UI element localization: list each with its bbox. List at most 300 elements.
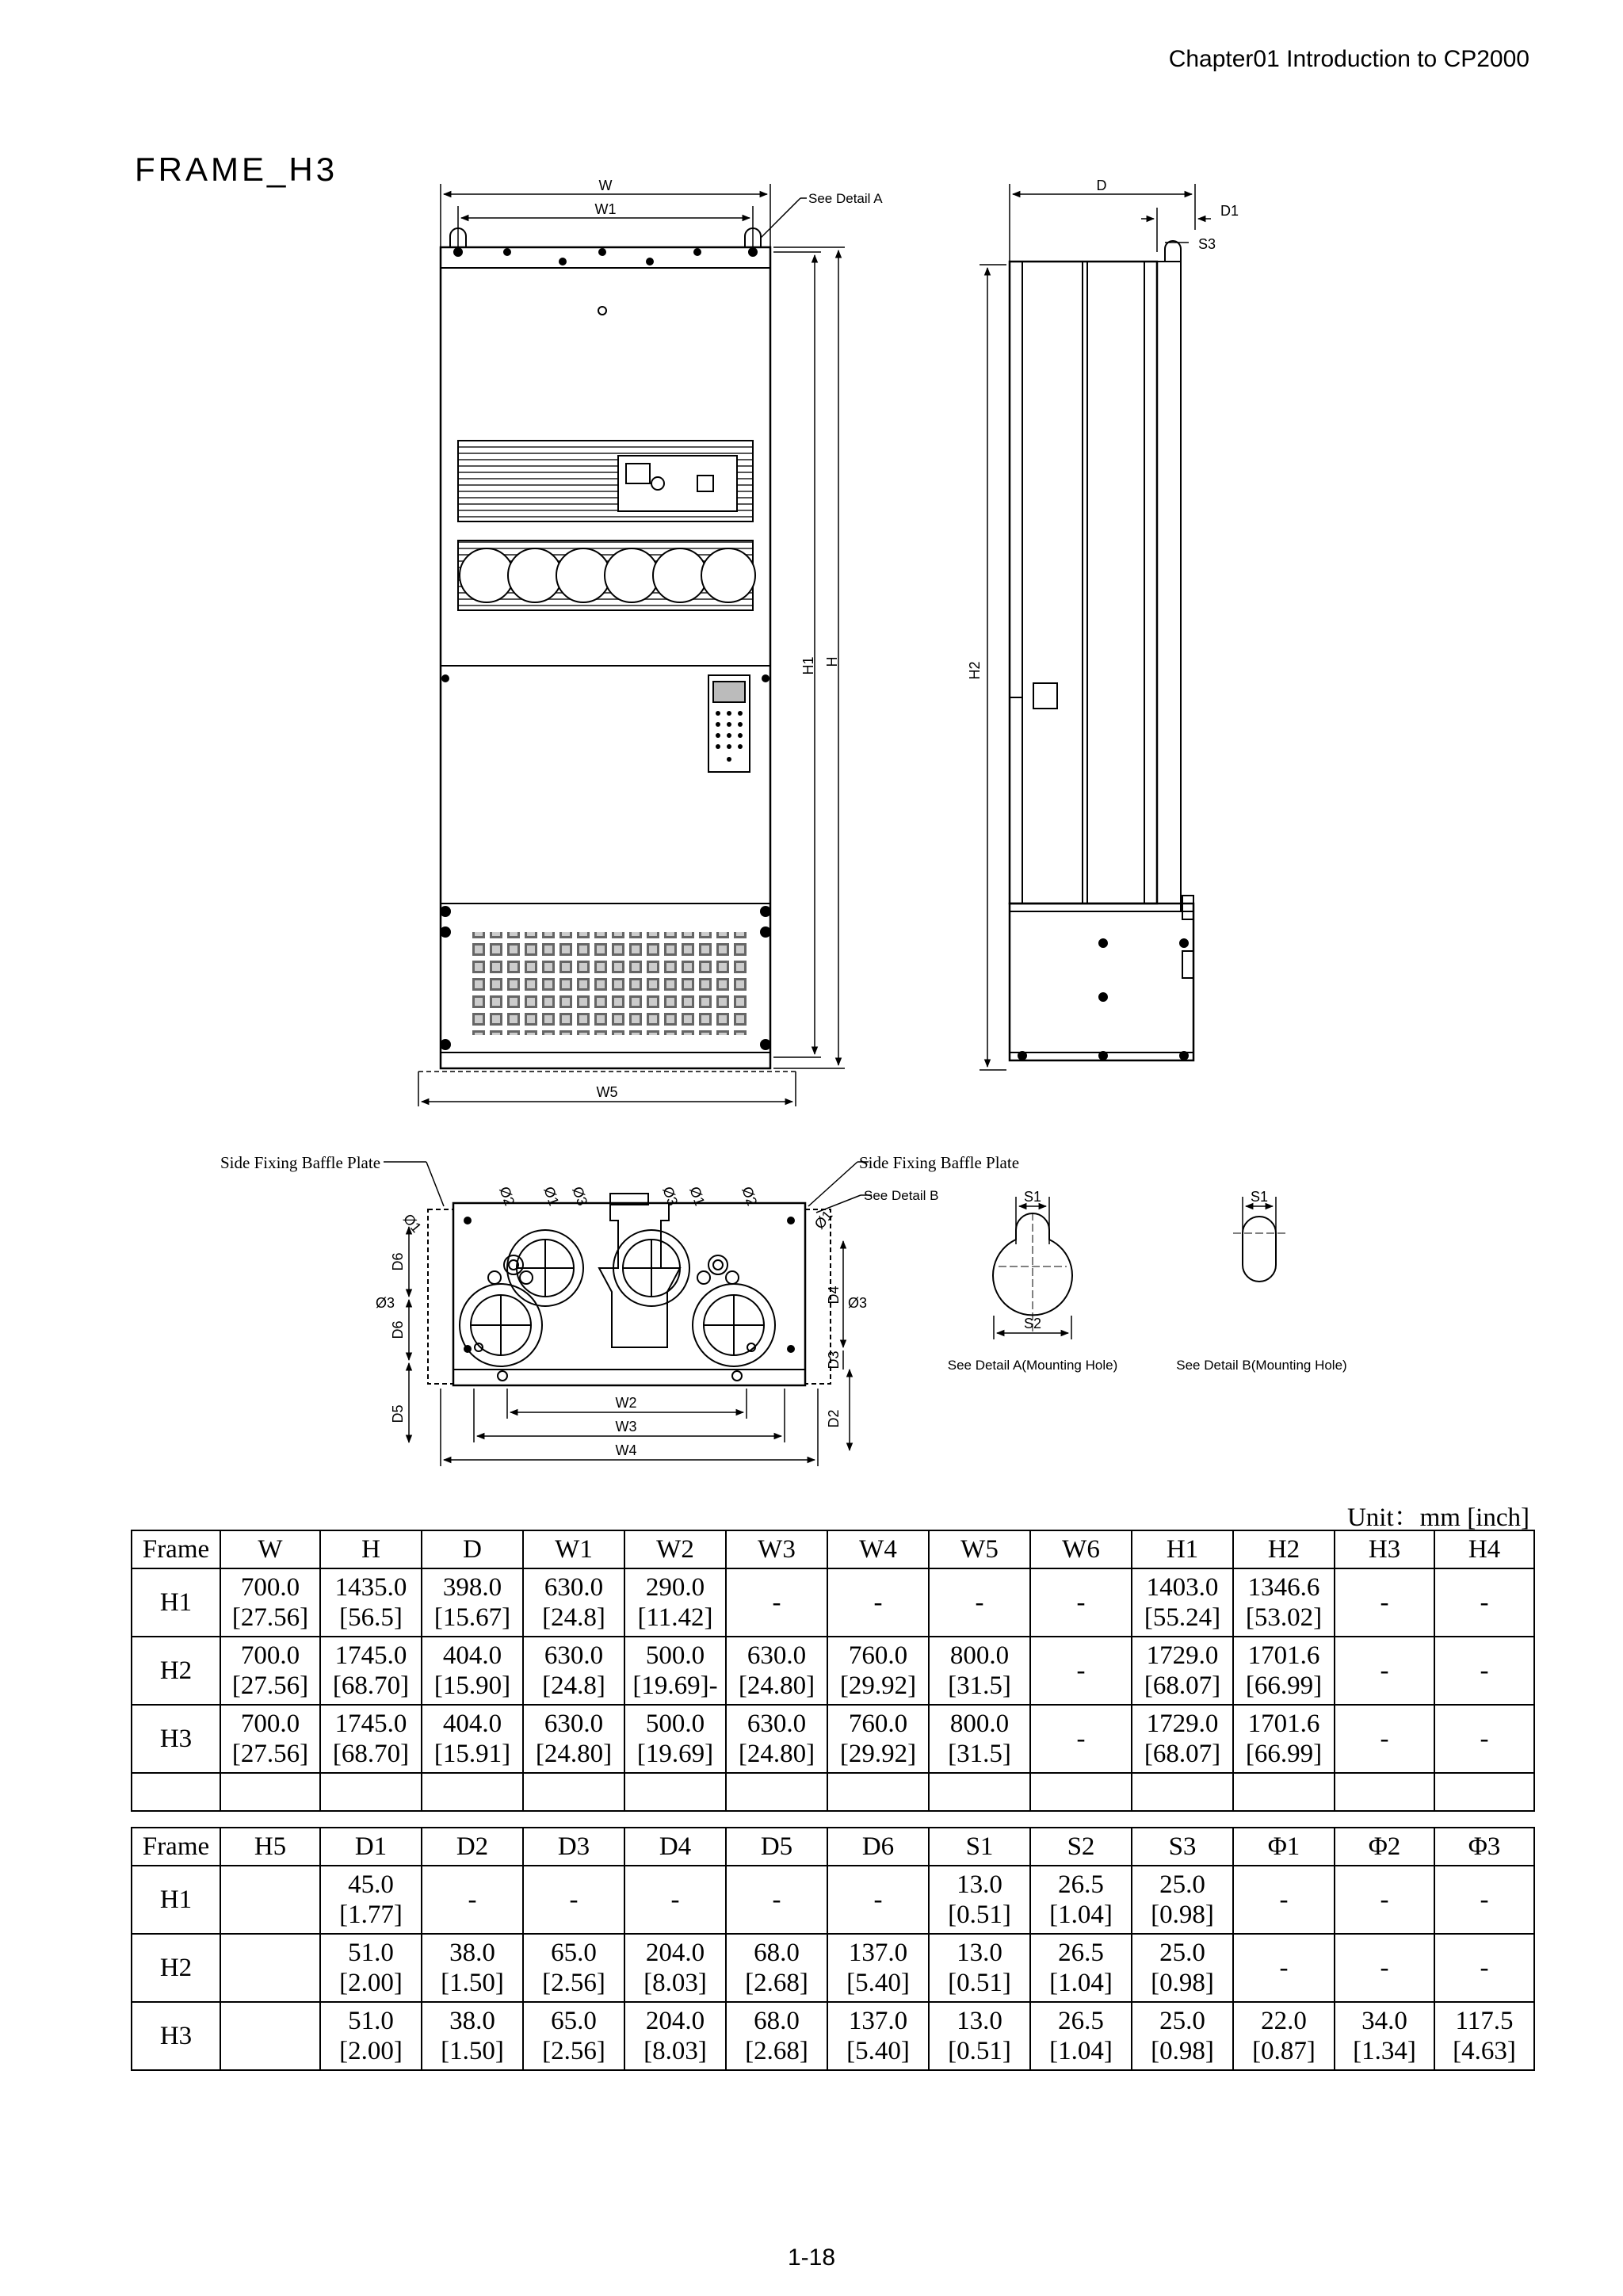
value-mm: 45.0 [348, 1870, 394, 1899]
header-cell: S1 [929, 1828, 1030, 1866]
dim-label-s3: S3 [1198, 236, 1216, 252]
value-inch: [8.03] [643, 2037, 707, 2065]
phi3-label-right: Ø3 [659, 1184, 682, 1208]
empty-cell [132, 1773, 220, 1811]
value-cell [726, 2002, 827, 2070]
value-mm: - [1279, 1885, 1289, 1914]
value-cell [624, 1934, 726, 2002]
value-mm: 1729.0 [1146, 1641, 1219, 1670]
frame-cell: H2 [132, 1934, 220, 2002]
value-inch: [29.92] [839, 1740, 917, 1768]
value-cell [1434, 1934, 1534, 2002]
value-cell [1030, 2002, 1132, 2070]
value-inch: [0.98] [1151, 2037, 1214, 2065]
dim-label-w3: W3 [615, 1419, 637, 1435]
dim-label-d4: D4 [826, 1286, 842, 1305]
value-mm: 34.0 [1361, 2007, 1407, 2035]
value-mm: - [975, 1588, 984, 1617]
header-cell: D4 [624, 1828, 726, 1866]
value-mm: 25.0 [1159, 2007, 1205, 2035]
table-row [132, 1934, 1534, 2002]
value-mm: 38.0 [449, 2007, 495, 2035]
value-cell [1132, 1934, 1233, 2002]
value-cell [1030, 1568, 1132, 1637]
value-mm: 1701.6 [1247, 1710, 1320, 1738]
value-cell [1233, 1705, 1335, 1773]
dim-label-d1: D1 [1220, 203, 1239, 219]
value-cell [1335, 1637, 1434, 1705]
value-mm: 500.0 [645, 1710, 705, 1738]
value-cell [1030, 1705, 1132, 1773]
detail-a-caption: See Detail A(Mounting Hole) [947, 1358, 1118, 1373]
empty-cell [1434, 1773, 1534, 1811]
header-cell: H2 [1233, 1530, 1335, 1568]
value-mm: 204.0 [645, 2007, 705, 2035]
value-inch: [29.92] [839, 1671, 917, 1700]
value-cell [422, 2002, 523, 2070]
value-inch: [1.50] [441, 1969, 504, 1997]
value-inch: [5.40] [846, 2037, 910, 2065]
value-inch: [0.98] [1151, 1901, 1214, 1929]
value-inch: [27.56] [231, 1603, 309, 1632]
value-mm: 25.0 [1159, 1870, 1205, 1899]
value-mm: 26.5 [1058, 1870, 1104, 1899]
detail-b-caption: See Detail B(Mounting Hole) [1176, 1358, 1347, 1373]
dim-label-h1: H1 [800, 656, 816, 675]
value-inch: [55.24] [1144, 1603, 1221, 1632]
value-inch: [31.5] [948, 1671, 1011, 1700]
value-mm: - [772, 1588, 781, 1617]
value-mm: 13.0 [957, 1939, 1002, 1967]
phi3-label-left: Ø3 [569, 1184, 591, 1208]
value-mm: - [1480, 1588, 1489, 1617]
value-mm: - [1076, 1588, 1086, 1617]
dim-label-w5: W5 [596, 1084, 618, 1100]
dim-label-w: W [598, 178, 613, 193]
value-cell [827, 2002, 929, 2070]
phi3-label-edge-left: Ø3 [376, 1295, 395, 1311]
frame-cell: H1 [132, 1568, 220, 1637]
empty-cell [929, 1773, 1030, 1811]
value-cell [220, 1637, 320, 1705]
value-cell [1434, 2002, 1534, 2070]
dim-label-s1-a: S1 [1023, 1189, 1042, 1205]
value-mm: - [468, 1885, 477, 1914]
value-inch: [0.51] [948, 1901, 1011, 1929]
value-mm: 65.0 [551, 2007, 597, 2035]
value-cell [320, 1866, 422, 1934]
empty-cell [1030, 1773, 1132, 1811]
value-inch: [2.00] [339, 1969, 403, 1997]
value-cell [523, 1934, 624, 2002]
dim-label-d2: D2 [826, 1409, 842, 1428]
header-cell: D3 [523, 1828, 624, 1866]
value-inch: [24.8] [542, 1671, 605, 1700]
value-inch: [0.98] [1151, 1969, 1214, 1997]
header-cell: D5 [726, 1828, 827, 1866]
unit-label: Unit：mm [inch] [1346, 1503, 1529, 1532]
value-mm: 1745.0 [334, 1710, 407, 1738]
header-cell: S2 [1030, 1828, 1132, 1866]
value-mm: - [772, 1885, 781, 1914]
frame-cell: H1 [132, 1866, 220, 1934]
frame-cell: H3 [132, 1705, 220, 1773]
value-mm: - [1380, 1954, 1389, 1982]
value-inch: [2.56] [542, 1969, 605, 1997]
value-cell [1233, 1866, 1335, 1934]
value-inch: [19.69]- [632, 1671, 718, 1700]
phi3-label-edge-right: Ø3 [848, 1295, 868, 1311]
value-cell [523, 1637, 624, 1705]
value-inch: [66.99] [1245, 1671, 1323, 1700]
empty-cell [320, 1773, 422, 1811]
header-cell: H4 [1434, 1530, 1534, 1568]
value-cell [1434, 1637, 1534, 1705]
value-inch: [5.40] [846, 1969, 910, 1997]
value-inch: [1.50] [441, 2037, 504, 2065]
value-cell [827, 1705, 929, 1773]
value-mm: 204.0 [645, 1939, 705, 1967]
value-inch: [15.67] [433, 1603, 511, 1632]
dim-label-d5: D5 [390, 1404, 406, 1423]
value-cell [320, 1934, 422, 2002]
value-cell [726, 1568, 827, 1637]
value-cell [827, 1934, 929, 2002]
value-mm: - [1380, 1588, 1389, 1617]
value-mm: 500.0 [645, 1641, 705, 1670]
value-inch: [68.70] [332, 1671, 410, 1700]
dim-label-s1-b: S1 [1250, 1189, 1269, 1205]
value-cell [422, 1934, 523, 2002]
empty-cell [624, 1773, 726, 1811]
value-cell [1335, 1705, 1434, 1773]
baffle-plate-right-label: Side Fixing Baffle Plate [859, 1153, 1020, 1172]
table-row [132, 1568, 1534, 1637]
value-mm: 1701.6 [1247, 1641, 1320, 1670]
value-cell [929, 2002, 1030, 2070]
value-mm: 404.0 [442, 1710, 502, 1738]
value-cell [1233, 1934, 1335, 2002]
dimensions-table-2 [131, 1827, 1535, 2071]
frame-cell: H2 [132, 1637, 220, 1705]
value-mm: - [1279, 1954, 1289, 1982]
header-cell: D6 [827, 1828, 929, 1866]
value-cell [624, 1705, 726, 1773]
phi1-label-right: Ø1 [686, 1184, 708, 1208]
value-inch: [56.5] [339, 1603, 403, 1632]
value-inch: [1.04] [1049, 1969, 1113, 1997]
value-inch: [53.02] [1245, 1603, 1323, 1632]
value-cell [1434, 1705, 1534, 1773]
value-cell [1030, 1866, 1132, 1934]
value-cell [1335, 1934, 1434, 2002]
value-cell [929, 1637, 1030, 1705]
chapter-header: Chapter01 Introduction to CP2000 [1168, 46, 1529, 72]
value-cell [220, 1705, 320, 1773]
value-mm: 22.0 [1261, 2007, 1307, 2035]
empty-cell [1335, 1773, 1434, 1811]
baffle-plate-left-label: Side Fixing Baffle Plate [220, 1153, 381, 1172]
dimensions-table-1 [131, 1530, 1535, 1812]
value-cell [320, 1568, 422, 1637]
empty-cell [827, 1773, 929, 1811]
value-inch: [24.80] [535, 1740, 613, 1768]
value-inch: [27.56] [231, 1740, 309, 1768]
header-cell: W [220, 1530, 320, 1568]
value-cell [827, 1637, 929, 1705]
value-mm: 404.0 [442, 1641, 502, 1670]
value-mm: 700.0 [240, 1641, 300, 1670]
value-mm: 1729.0 [1146, 1710, 1219, 1738]
value-mm: - [1480, 1656, 1489, 1685]
empty-cell [1233, 1773, 1335, 1811]
value-inch: [15.91] [433, 1740, 511, 1768]
header-cell: Φ2 [1335, 1828, 1434, 1866]
header-cell: W4 [827, 1530, 929, 1568]
value-mm: 700.0 [240, 1573, 300, 1602]
value-inch: [8.03] [643, 1969, 707, 1997]
value-mm: 65.0 [551, 1939, 597, 1967]
value-inch: [2.00] [339, 2037, 403, 2065]
value-cell [1233, 1568, 1335, 1637]
value-mm: - [873, 1885, 883, 1914]
table-row [132, 1866, 1534, 1934]
phi2-label-right: Ø2 [739, 1184, 761, 1208]
side-view [980, 184, 1211, 1070]
value-cell [320, 1705, 422, 1773]
value-mm: - [1480, 1954, 1489, 1982]
value-cell [624, 2002, 726, 2070]
value-mm: 13.0 [957, 2007, 1002, 2035]
value-cell [1233, 2002, 1335, 2070]
value-cell [624, 1866, 726, 1934]
value-mm: 68.0 [754, 2007, 800, 2035]
header-cell: W6 [1030, 1530, 1132, 1568]
value-inch: [11.42] [637, 1603, 713, 1632]
value-cell [523, 1705, 624, 1773]
value-cell [1132, 1705, 1233, 1773]
value-cell [422, 1637, 523, 1705]
value-cell [422, 1705, 523, 1773]
header-cell: H1 [1132, 1530, 1233, 1568]
value-inch: [31.5] [948, 1740, 1011, 1768]
value-inch: [24.80] [738, 1671, 815, 1700]
empty-cell [1132, 1773, 1233, 1811]
table-row [132, 2002, 1534, 2070]
value-mm: 800.0 [949, 1710, 1010, 1738]
value-mm: 1346.6 [1247, 1573, 1320, 1602]
value-inch: [1.34] [1353, 2037, 1416, 2065]
value-mm: - [670, 1885, 680, 1914]
value-mm: 290.0 [645, 1573, 705, 1602]
value-cell [929, 1705, 1030, 1773]
value-mm: - [1480, 1885, 1489, 1914]
header-cell: Frame [132, 1828, 220, 1866]
value-inch: [68.07] [1144, 1671, 1221, 1700]
value-mm: 398.0 [442, 1573, 502, 1602]
phi2-label-left: Ø2 [496, 1184, 518, 1208]
value-cell [827, 1568, 929, 1637]
value-mm: - [1380, 1725, 1389, 1753]
value-mm: 38.0 [449, 1939, 495, 1967]
value-cell [1335, 1866, 1434, 1934]
value-cell [523, 1866, 624, 1934]
header-cell: W2 [624, 1530, 726, 1568]
value-inch: [1.04] [1049, 1901, 1113, 1929]
dim-label-h2: H2 [967, 661, 983, 680]
header-cell: H5 [220, 1828, 320, 1866]
header-cell: D [422, 1530, 523, 1568]
header-cell: S3 [1132, 1828, 1233, 1866]
value-mm: 137.0 [848, 1939, 908, 1967]
value-cell [726, 1705, 827, 1773]
header-cell: H [320, 1530, 422, 1568]
value-inch: [0.51] [948, 2037, 1011, 2065]
value-inch: [24.80] [738, 1740, 815, 1768]
empty-cell [220, 1773, 320, 1811]
value-cell [220, 1866, 320, 1934]
dim-label-s2: S2 [1023, 1316, 1042, 1331]
value-cell [1335, 1568, 1434, 1637]
value-cell [422, 1866, 523, 1934]
value-cell [726, 1934, 827, 2002]
value-mm: - [1076, 1725, 1086, 1753]
value-mm: 760.0 [848, 1710, 908, 1738]
value-cell [220, 1568, 320, 1637]
value-inch: [1.77] [339, 1901, 403, 1929]
empty-cell [422, 1773, 523, 1811]
value-mm: 630.0 [544, 1710, 604, 1738]
value-cell [523, 2002, 624, 2070]
value-mm: - [569, 1885, 579, 1914]
value-mm: - [1480, 1725, 1489, 1753]
detail-b-mounting-hole [1233, 1197, 1285, 1282]
value-cell [1233, 1637, 1335, 1705]
value-cell [624, 1568, 726, 1637]
value-mm: 1403.0 [1146, 1573, 1219, 1602]
value-mm: 700.0 [240, 1710, 300, 1738]
value-cell [1132, 1637, 1233, 1705]
value-mm: 26.5 [1058, 2007, 1104, 2035]
value-inch: [27.56] [231, 1671, 309, 1700]
value-mm: 137.0 [848, 2007, 908, 2035]
value-cell [1434, 1568, 1534, 1637]
value-mm: 630.0 [544, 1573, 604, 1602]
empty-cell [523, 1773, 624, 1811]
value-mm: - [1076, 1656, 1086, 1685]
value-cell [220, 2002, 320, 2070]
value-mm: 800.0 [949, 1641, 1010, 1670]
value-inch: [15.90] [433, 1671, 511, 1700]
value-cell [523, 1568, 624, 1637]
value-cell [1434, 1866, 1534, 1934]
value-inch: [1.04] [1049, 2037, 1113, 2065]
phi1-label-edge-left: Ø1 [399, 1210, 425, 1236]
value-cell [320, 2002, 422, 2070]
header-cell: D1 [320, 1828, 422, 1866]
value-inch: [68.07] [1144, 1740, 1221, 1768]
dim-label-d6-top: D6 [390, 1252, 406, 1271]
value-cell [422, 1568, 523, 1637]
value-cell [1132, 2002, 1233, 2070]
value-cell [929, 1934, 1030, 2002]
dim-label-w4: W4 [615, 1442, 637, 1458]
value-cell [624, 1637, 726, 1705]
value-mm: 51.0 [348, 1939, 394, 1967]
value-mm: 760.0 [848, 1641, 908, 1670]
phi1-label-edge-right: Ø1 [811, 1207, 836, 1232]
value-mm: 630.0 [747, 1641, 807, 1670]
dim-label-w1: W1 [594, 201, 617, 217]
value-inch: [19.69] [636, 1740, 714, 1768]
value-mm: - [1380, 1885, 1389, 1914]
value-mm: 51.0 [348, 2007, 394, 2035]
value-mm: 26.5 [1058, 1939, 1104, 1967]
value-cell [929, 1866, 1030, 1934]
dim-label-h: H [824, 656, 840, 667]
value-inch: [2.68] [745, 1969, 808, 1997]
value-mm: 630.0 [544, 1641, 604, 1670]
dim-label-d6-bottom: D6 [390, 1320, 406, 1339]
value-inch: [4.63] [1453, 2037, 1516, 2065]
header-cell: W3 [726, 1530, 827, 1568]
table-row [132, 1637, 1534, 1705]
value-mm: - [1380, 1656, 1389, 1685]
empty-cell [726, 1773, 827, 1811]
front-view [418, 184, 845, 1106]
value-mm: 1435.0 [334, 1573, 407, 1602]
value-inch: [2.68] [745, 2037, 808, 2065]
header-cell: D2 [422, 1828, 523, 1866]
header-cell: W1 [523, 1530, 624, 1568]
value-cell [220, 1934, 320, 2002]
header-cell: H3 [1335, 1530, 1434, 1568]
value-inch: [66.99] [1245, 1740, 1323, 1768]
header-cell: Φ3 [1434, 1828, 1534, 1866]
page-number: 1-18 [787, 2244, 836, 2271]
value-cell [1132, 1568, 1233, 1637]
header-cell: Φ1 [1233, 1828, 1335, 1866]
value-cell [827, 1866, 929, 1934]
frame-title: FRAME_H3 [135, 151, 338, 188]
value-cell [1335, 2002, 1434, 2070]
value-mm: 1745.0 [334, 1641, 407, 1670]
spacer-row [132, 1773, 1534, 1811]
value-mm: 117.5 [1455, 2007, 1514, 2035]
value-cell [1030, 1934, 1132, 2002]
value-cell [929, 1568, 1030, 1637]
value-inch: [0.51] [948, 1969, 1011, 1997]
value-mm: - [873, 1588, 883, 1617]
see-detail-a-label: See Detail A [808, 191, 883, 206]
value-inch: [68.70] [332, 1740, 410, 1768]
header-cell: W5 [929, 1530, 1030, 1568]
dim-label-d: D [1096, 178, 1107, 193]
value-mm: 25.0 [1159, 1939, 1205, 1967]
value-cell [320, 1637, 422, 1705]
dim-label-d3: D3 [826, 1350, 842, 1370]
value-cell [726, 1866, 827, 1934]
dim-label-w2: W2 [615, 1395, 637, 1411]
value-inch: [2.56] [542, 2037, 605, 2065]
table-row [132, 1705, 1534, 1773]
value-cell [726, 1637, 827, 1705]
value-mm: 630.0 [747, 1710, 807, 1738]
value-inch: [0.87] [1252, 2037, 1316, 2065]
value-inch: [24.8] [542, 1603, 605, 1632]
frame-cell: H3 [132, 2002, 220, 2070]
phi1-label-left: Ø1 [540, 1184, 563, 1208]
